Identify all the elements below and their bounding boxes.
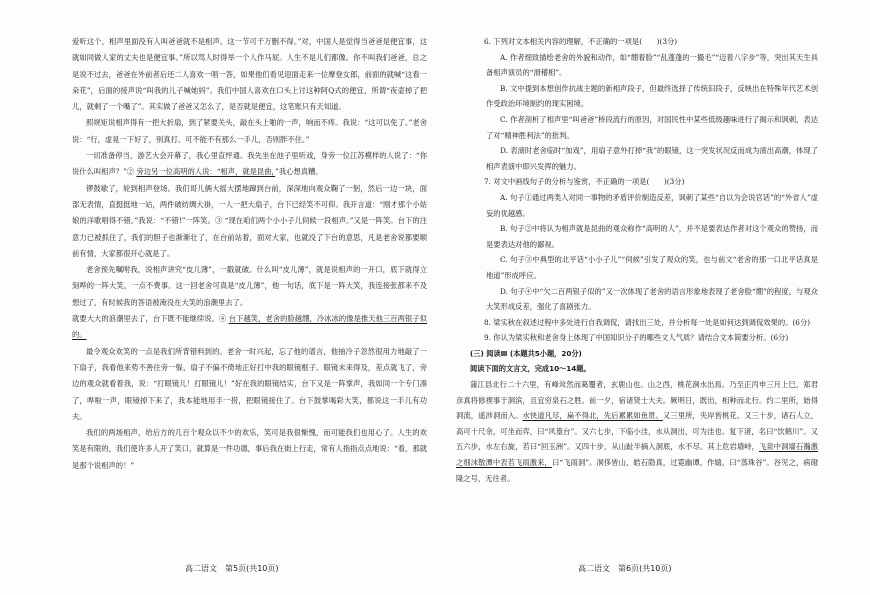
question-8: 8. 梁实秋在叙述过程中多处进行自我调侃，请找出三处，并分析每一处是如何达到调侃效果的。(6分): [484, 317, 811, 327]
passage-paragraph: [456, 377, 818, 486]
text-segment: 就要大大的浪潮里去了，台下既不能继续说。④: [72, 314, 229, 324]
paragraph: 锣鼓歇了，轮到相声登场。我们哥儿俩大摇大摆地蹿到台前，深深地向观众鞠了一躬，然后一边一块，面部无表情，直挺挺地一站，两件破纺绸大褂，一人一把大扇子，台下已经笑不可仰。我开言道：“刚才那个小姑娘的洋歌唱得不错。”我说：“不错!”一阵笑。③ “现在咱们两个小小子儿伺候一段相声。”又是一阵笑。台下的注意力已被抓住了，我们的胆子也渐渐壮了，在台前站着，面对大家，也就没了下台的意思，凡是老舍说都要顺前有情，大家都很开心就是了。: [72, 183, 427, 258]
option-7d: D. 句子④中“欠二百两银子似的”又一次体现了老舍的语言形象地表现了老舍脸“绷”的程度，与观众大笑形成反差，强化了喜剧张力。: [486, 286, 818, 312]
page-footer-right: 高二语文 第6页(共10页): [578, 564, 672, 573]
underlined-passage-2: 飞泉中洞墙石瀚激之细沫散潭中表若飞雨激来，: [456, 442, 819, 468]
paragraph: 我们的两场相声，给后方的几百个观众以不少的欢乐，笑可是我很惭愧，而可能我们也用心了。人生的欢笑是有限的，我们使许多人开了笑口，就算是一件功德，事后我在街上行走，常有人指指点点地说：“看，那就是那个说相声的！”: [72, 428, 427, 470]
underlined-passage-1: 水快道凡尽，扁不得北，先后累累如鱼贯。: [522, 411, 663, 421]
paragraph: 照规矩说相声得有一把大折扇，到了紧要关头，敲在头上啪的一声，响而不疼。我说：“这可以免了。”老舍说：“行，虚晃一下好了，别真打。可不能不有那么一手儿，否则胖不住。”: [72, 118, 427, 144]
option-6c: C. 作者剖析了相声里“叫爸爸”桥段流行的原因，对国民性中某些低级趣味进行了揭示和讽刺，表达了对“精神胜利法”的批判。: [486, 114, 818, 140]
question-6: 6. 下列对文本相关内容的理解，不正确的一项是( )(3分): [484, 37, 678, 46]
right-column: [456, 34, 818, 486]
paragraph: 爱听这个，相声里面没有人叫爸爸就不是相声。这一节可千万删不得。”对，中国人是觉得当爸爸是便宜事，这就如同做人家的丈夫也是便宜事。”所以骂人时得举一个人作马屁。人生不是儿们都像。你不叫我们爸爸，总之是说不过去，爸爸在外前者后还二人喜欢一唱一答，如果他们看见迎面走来一位摩登女郎，前面的就喊“这看一朵花”，后面的接声说“叫我的儿子喊她妈”。我们中国人喜欢在口头上讨这种阿Q式的便宜，所谓“夜壶掉了把儿，就剩了一个嘴了”。其实做了爸爸又怎么了，是否就是便宜，这笔账只有天知道。: [72, 37, 427, 112]
underlined-sentence-2: 旁边另一位高明的人说：“相声，就是昆曲，: [136, 167, 276, 177]
text-segment: ”我心想真糟。: [275, 167, 323, 177]
option-6a: A. 作者细致描绘老舍的外貌和动作，如“绷着脸”“乱蓬蓬的一撮毛”“迈着八字步”等，突出其天生具备相声演员的“滑稽相”。: [486, 52, 818, 78]
paragraph: 最令观众欢笑的一点是我们所背错料到的。老舍一时兴起，忘了他的谱言，他抽冷子忽然很用力地敲了一下扇子，我看他来势不善往旁一躲，扇子不偏不倚地正好打中我的眼镜框子。眼镜未来得及，差点就飞了，旁边的观众就看着我，说：“打眼镜儿！打眼镜儿！”好在我的眼镜结实，台下又是一阵掌声，我如同一个专门凑了，哗啦一声，眼镜掉下来了，我本能地用手一捞，把眼镜接住了。台下鼓掌喝彩大笑，都说这一手儿有功夫。: [72, 346, 427, 421]
paragraph: [72, 311, 427, 344]
option-6b: B. 文中提到本想创作抗战主题的新相声段子，但最终选择了传统旧段子，反映出在特殊年代艺术创作受政治环境制约的现实困境。: [486, 83, 818, 109]
text-segment: 曰“飞雨洞”。洞侈皆山，皓石隐真，过霓幽谭，作嬉，曰“蒸珠谷”。谷: [551, 458, 782, 468]
classical-passage: [456, 377, 818, 486]
paragraph: 老舍预先嘱咐我，说相声讲究“皮儿薄”，一戳就破。什么叫“皮儿薄”，就是说相声的一开口，底下就得立刻哗的一阵大笑，一点不费事。这一回老舍可真是“皮儿薄”，他一句话，底下是一阵大笑，我连接张都来不及想过了，有时候我的答语被淹没在大笑的浪潮里去了。: [72, 265, 427, 307]
option-7b: B. 句子②中将认为相声就是昆曲的观众称作“高明的人”，并不是要表达作者对这个观众的赞扬，而是要表达对他的鄙视。: [486, 224, 818, 249]
text-segment: 又三里所，夹岸皆桃花。又三十步，诸石人立，高可十尺余，可坐而弈，曰“风篁台”。又六七步，下临小洼，水从洞出，可为洼也。复下渚，名曰“饮鹤川”。又五六步，水左右旋，若曰“回玉洲”。又四十步，从山趾半摘入洞底，水不尽。其上危岩墙峙，: [456, 411, 819, 452]
option-7c: C. 句子③中典型的北平话“小小子儿”“伺候”引发了观众的笑，也与前文“老舍的那一口北平话真是地道”形成呼应。: [486, 255, 818, 280]
option-6d: D. 表演时老舍临时“加戏”，用扇子意外打掉“我”的眼镜，这一突发状况反而成为演出高潮，体现了相声表演中即兴发挥的魅力。: [486, 146, 818, 171]
section-heading: (三) 阅读Ⅲ (本题共5小题，20分): [470, 348, 582, 358]
question-9: 9. 你认为梁实秋和老舍身上体现了中国知识分子的哪些文人气质？请结合文本简要分析。(6分): [484, 333, 789, 343]
question-7: 7. 对文中画线句子的分析与鉴赏，不正确的一项是( )(3分): [484, 177, 685, 187]
option-7a: A. 句子①通过两类人对同一事物的矛盾评价制造反差，讽刺了某些“自以为会说官话”的“外省人”虚妄的优越感。: [486, 192, 818, 218]
section-instruction: 阅读下面的文言文，完成10～14题。: [470, 364, 591, 374]
text-segment: 蒲江县北行二十六里，有峰耸然而葛覆者，玄鹿山也。山之西，桃花涧水出焉。乃至正丙申三月上巳，郑君彦真将修禊事于洞滨，且宜穷泉石之胜。前一夕，宿诸贤士大夫。厥明日，既出，相种而北行。约二里所，始得洞流，遥涉洞而入。: [456, 380, 818, 421]
paragraph: [72, 148, 427, 181]
text-segment: 一切准备停当，游艺大会开幕了，我心里直怦通。我先坐在池子里听戏，身旁一位江苏模样的人说了：“你说什么叫相声？”②: [72, 151, 427, 177]
underlined-sentence-4: 台下越笑，老舍的脸越绷，冷冰冰的像是推天他三百两银子似的。: [72, 314, 427, 340]
text-segment: 见之，病磴隆之号，无往者。: [456, 458, 819, 483]
page-footer-left: 高二语文 第5页(共10页): [185, 564, 279, 573]
left-column: [72, 34, 427, 474]
